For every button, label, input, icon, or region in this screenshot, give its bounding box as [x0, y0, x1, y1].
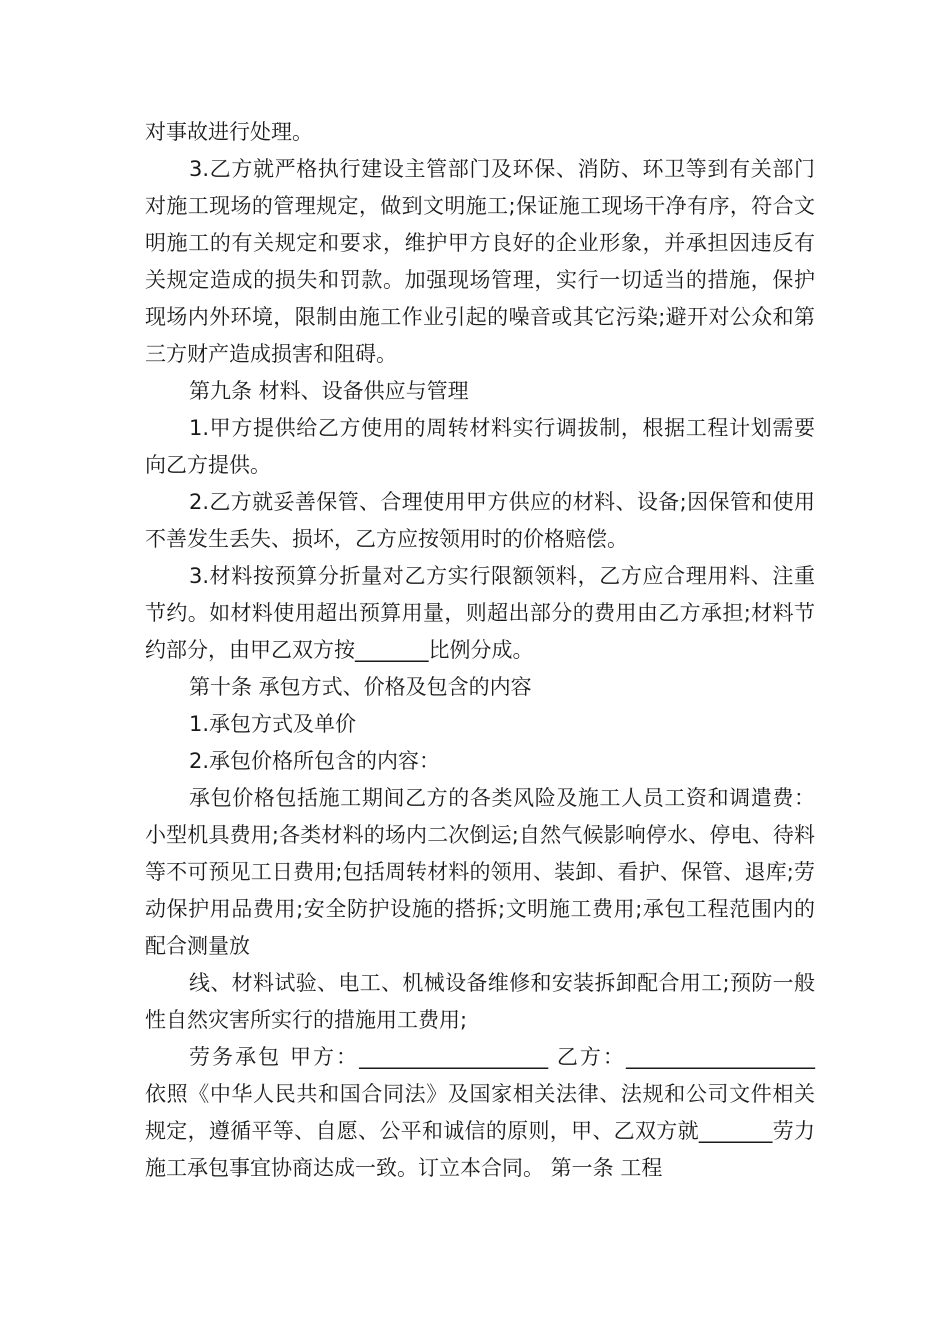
- paragraph-9: 2.承包价格所包含的内容：: [189, 749, 441, 773]
- paragraph-2: 3.乙方就严格执行建设主管部门及环保、消防、环卫等到有关部门对施工现场的管理规定，做到文明施工;保证施工现场干净有序，符合文明施工的有关规定和要求，维护甲方良好的企业形象，并承担因违反有关规定造成的损失和罚款。加强现场管理，实行一切适当的措施，保护现场内外环境，限制由施工作业引起的噪音或其它污染;避开对公众和第三方财产造成损害和阻碍。: [145, 157, 815, 366]
- section-heading-article-10: 第十条 承包方式、价格及包含的内容: [189, 675, 532, 699]
- paragraph-5: 2.乙方就妥善保管、合理使用甲方供应的材料、设备;因保管和使用不善发生丢失、损坏，乙方应按领用时的价格赔偿。: [145, 490, 815, 551]
- paragraph-4: 1.甲方提供给乙方使用的周转材料实行调拔制，根据工程计划需要向乙方提供。: [145, 416, 815, 477]
- paragraph-12: 劳务承包 甲方：__________________ 乙方：__________________ 依照《中华人民共和国合同法》及国家相关法律、法规和公司文件相关规定，遵循平等、自愿、公平和诚信的原则，甲、乙双方就_______劳力施工承包事宜协商达成一致。订立本合同。 第一条 工程: [145, 1045, 815, 1180]
- paragraph-1: 对事故进行处理。: [145, 120, 313, 144]
- document-page: [145, 114, 815, 1187]
- paragraph-11: 线、材料试验、电工、机械设备维修和安装拆卸配合用工;预防一般性自然灾害所实行的措施用工费用;: [145, 971, 815, 1032]
- paragraph-6: 3.材料按预算分折量对乙方实行限额领料，乙方应合理用料、注重节约。如材料使用超出预算用量，则超出部分的费用由乙方承担;材料节约部分，由甲乙双方按_______比例分成。: [145, 564, 815, 662]
- paragraph-8: 1.承包方式及单价: [189, 712, 357, 736]
- section-heading-article-9: 第九条 材料、设备供应与管理: [189, 379, 469, 403]
- paragraph-10: 承包价格包括施工期间乙方的各类风险及施工人员工资和调遣费：小型机具费用;各类材料的场内二次倒运;自然气候影响停水、停电、待料等不可预见工日费用;包括周转材料的领用、装卸、看护、保管、退库;劳动保护用品费用;安全防护设施的搭拆;文明施工费用;承包工程范围内的配合测量放: [145, 786, 815, 958]
